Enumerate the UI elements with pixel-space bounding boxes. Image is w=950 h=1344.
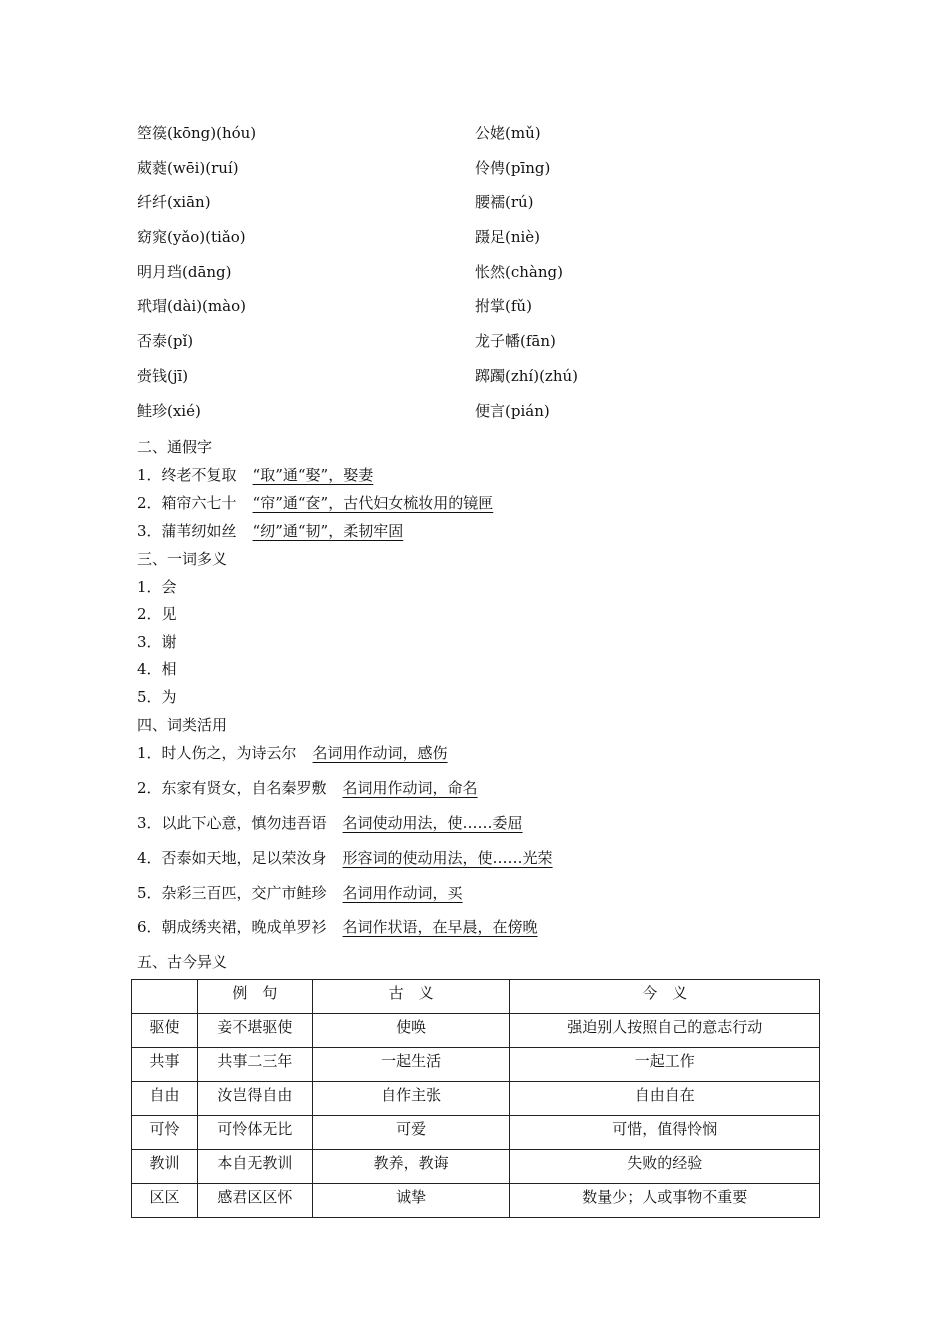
table-header-cell: 例 句 [197, 980, 312, 1014]
pinyin-item: 踯躅(zhí)(zhú) [475, 366, 578, 385]
cilei-answer: 名词作状语，在早晨，在傍晚 [342, 918, 538, 936]
cilei-item [137, 777, 478, 798]
section-heading-gujin: 五、古今异义 [137, 953, 228, 971]
section-heading-tongjia: 二、通假字 [137, 438, 213, 456]
pinyin-item: 伶俜(pīng) [475, 158, 551, 177]
pinyin-item: 窈窕(yǎo)(tiǎo) [137, 228, 246, 247]
table-cell-modern: 失败的经验 [510, 1150, 820, 1184]
pinyin-list [137, 118, 657, 430]
cilei-answer: 名词用作动词，买 [342, 884, 463, 902]
tongjia-item [137, 520, 403, 541]
tongjia-question: 2．箱帘六七十 [137, 494, 237, 512]
pinyin-row [137, 118, 657, 153]
pinyin-row [137, 187, 657, 222]
table-cell-modern: 数量少；人或事物不重要 [510, 1184, 820, 1218]
table-cell-modern: 一起工作 [510, 1048, 820, 1082]
cilei-question: 5．杂彩三百匹，交广市鲑珍 [137, 884, 327, 902]
table-cell-ancient: 可爱 [312, 1116, 510, 1150]
table-cell-example: 可怜体无比 [197, 1116, 312, 1150]
pinyin-row [137, 257, 657, 292]
table-row [132, 1048, 820, 1082]
pinyin-row [137, 153, 657, 188]
cilei-question: 2．东家有贤女，自名秦罗敷 [137, 779, 327, 797]
pinyin-item: 鲑珍(xié) [137, 401, 201, 420]
table-cell-ancient: 使唤 [312, 1014, 510, 1048]
pinyin-item: 玳瑁(dài)(mào) [137, 297, 246, 316]
pinyin-row [137, 326, 657, 361]
table-row [132, 1150, 820, 1184]
tongjia-answer: “取”通“娶”，娶妻 [252, 466, 374, 484]
tongjia-question: 1．终老不复取 [137, 466, 237, 484]
table-cell-modern: 可惜，值得怜悯 [510, 1116, 820, 1150]
table-cell-ancient: 诚挚 [312, 1184, 510, 1218]
table-cell-word: 自由 [132, 1082, 198, 1116]
pinyin-item: 箜篌(kōng)(hóu) [137, 124, 257, 142]
pinyin-item: 明月珰(dāng) [137, 262, 232, 281]
table-cell-example: 共事二三年 [197, 1048, 312, 1082]
table-cell-modern: 自由自在 [510, 1082, 820, 1116]
table-cell-modern: 强迫别人按照自己的意志行动 [510, 1014, 820, 1048]
section-heading-yici: 三、一词多义 [137, 550, 228, 568]
pinyin-item: 否泰(pǐ) [137, 332, 194, 351]
yici-item: 5．为 [137, 688, 177, 706]
cilei-answer: 名词用作动词，感伤 [312, 744, 448, 762]
cilei-item [137, 742, 448, 763]
pinyin-row [137, 396, 657, 431]
table-cell-ancient: 教养，教诲 [312, 1150, 510, 1184]
table-row [132, 1014, 820, 1048]
pinyin-item: 腰襦(rú) [475, 193, 534, 212]
cilei-question: 6．朝成绣夹裙，晚成单罗衫 [137, 918, 327, 936]
table-header-cell [132, 980, 198, 1014]
cilei-item [137, 847, 553, 868]
table-cell-word: 驱使 [132, 1014, 198, 1048]
yici-item: 3．谢 [137, 633, 177, 651]
pinyin-item: 拊掌(fǔ) [475, 297, 532, 316]
pinyin-item: 赍钱(jī) [137, 366, 189, 385]
pinyin-row [137, 291, 657, 326]
tongjia-item [137, 492, 493, 513]
cilei-question: 4．否泰如天地，足以荣汝身 [137, 849, 327, 867]
ancient-modern-table [131, 979, 820, 1218]
cilei-item [137, 916, 538, 937]
table-header-cell: 古 义 [312, 980, 510, 1014]
table-cell-example: 本自无教训 [197, 1150, 312, 1184]
table-cell-example: 感君区区怀 [197, 1184, 312, 1218]
pinyin-item: 便言(pián) [475, 401, 550, 420]
pinyin-item: 葳蕤(wēi)(ruí) [137, 158, 239, 177]
pinyin-item: 公姥(mǔ) [475, 124, 541, 142]
pinyin-item: 怅然(chàng) [475, 262, 563, 281]
table-row [132, 1082, 820, 1116]
cilei-item [137, 812, 523, 833]
table-header-row [132, 980, 820, 1014]
cilei-question: 3．以此下心意，慎勿违吾语 [137, 814, 327, 832]
table-row [132, 1184, 820, 1218]
cilei-question: 1．时人伤之，为诗云尔 [137, 744, 297, 762]
table-cell-ancient: 自作主张 [312, 1082, 510, 1116]
tongjia-answer: “纫”通“韧”，柔韧牢固 [252, 522, 404, 540]
yici-item: 1．会 [137, 578, 177, 596]
section-heading-cilei: 四、词类活用 [137, 716, 228, 734]
tongjia-item [137, 464, 373, 485]
table-cell-word: 可怜 [132, 1116, 198, 1150]
pinyin-row [137, 361, 657, 396]
table-cell-example: 汝岂得自由 [197, 1082, 312, 1116]
table-cell-ancient: 一起生活 [312, 1048, 510, 1082]
cilei-answer: 形容词的使动用法，使……光荣 [342, 849, 553, 867]
cilei-item [137, 882, 463, 903]
tongjia-answer: “帘”通“奁”，古代妇女梳妆用的镜匣 [252, 494, 494, 512]
pinyin-item: 龙子幡(fān) [475, 332, 556, 351]
table-cell-example: 妾不堪驱使 [197, 1014, 312, 1048]
table-cell-word: 教训 [132, 1150, 198, 1184]
pinyin-row [137, 222, 657, 257]
cilei-answer: 名词使动用法，使……委屈 [342, 814, 523, 832]
yici-item: 2．见 [137, 605, 177, 623]
table-header-cell: 今 义 [510, 980, 820, 1014]
pinyin-item: 蹑足(niè) [475, 228, 541, 247]
table-cell-word: 区区 [132, 1184, 198, 1218]
yici-item: 4．相 [137, 660, 177, 678]
pinyin-item: 纤纤(xiān) [137, 193, 211, 212]
cilei-answer: 名词用作动词，命名 [342, 779, 478, 797]
tongjia-question: 3．蒲苇纫如丝 [137, 522, 237, 540]
table-row [132, 1116, 820, 1150]
table-cell-word: 共事 [132, 1048, 198, 1082]
